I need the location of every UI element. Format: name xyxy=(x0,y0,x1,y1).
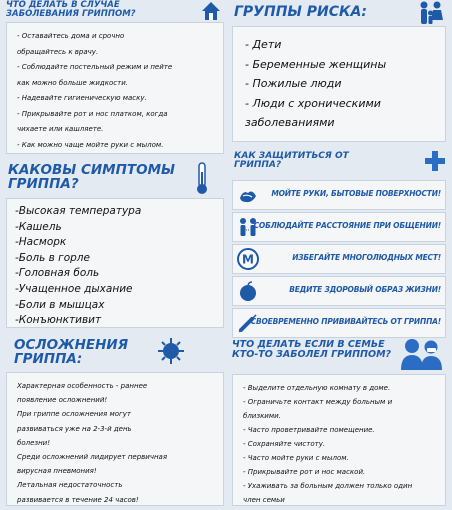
symptoms-title-line2: ГРИППА? xyxy=(8,176,79,193)
action-item: чихаете или кашляете. xyxy=(17,125,104,133)
protect-item-distance xyxy=(232,212,446,242)
metro-letter: М xyxy=(242,252,254,267)
symptoms-item: -Головная боль xyxy=(15,267,100,280)
protect-text-4: СВОЕВРЕМЕННО ПРИВИВАЙТЕСЬ ОТ ГРИППА! xyxy=(250,317,441,326)
action-title xyxy=(6,1,136,19)
action-item: - Как можно чаще мойте руки с мылом. xyxy=(17,140,164,149)
risk-item: - Дети xyxy=(245,38,282,51)
action-item: - Оставайтесь дома и срочно xyxy=(17,32,125,40)
action-item: - Надевайте гигиеническую маску. xyxy=(17,94,147,102)
symptoms-item: -Боль в горле xyxy=(15,251,90,264)
action-box xyxy=(6,22,224,154)
complications-item: Летальная недостаточность xyxy=(17,481,123,490)
family-title-line2: КТО-ТО ЗАБОЛЕЛ ГРИППОМ? xyxy=(232,348,392,360)
family-item: - Часто мойте руки с мылом. xyxy=(243,454,349,462)
family-item: близкими. xyxy=(243,412,281,420)
protect-text-0: МОЙТЕ РУКИ, БЫТОВЫЕ ПОВЕРХНОСТИ! xyxy=(271,189,441,198)
apple-icon xyxy=(237,280,259,302)
protect-title-line1: КАК ЗАЩИТИТЬСЯ ОТ xyxy=(234,151,349,161)
action-title-line2: ЗАБОЛЕВАНИЯ ГРИППОМ? xyxy=(6,8,136,19)
family-title xyxy=(232,340,391,360)
risk-item: - Пожилые люди xyxy=(245,77,342,90)
metro-icon xyxy=(237,248,259,270)
action-item: - Соблюдайте постельный режим и пейте xyxy=(17,63,173,71)
complications-title xyxy=(14,338,128,366)
complications-item: При гриппе осложнения могут xyxy=(17,410,131,419)
family-item: - Сохраняйте чистоту. xyxy=(243,440,326,448)
risk-box xyxy=(232,26,446,142)
family-box xyxy=(232,374,446,506)
complications-title-line2: ГРИППА: xyxy=(14,351,83,368)
risk-item: заболеваниями xyxy=(245,116,335,129)
complications-item: болезни! xyxy=(17,438,51,447)
complications-item: развиваться уже на 2-3-й день xyxy=(17,424,132,433)
symptoms-item: -Учащенное дыхание xyxy=(15,282,133,295)
action-title-line1: ЧТО ДЕЛАТЬ В СЛУЧАЕ xyxy=(6,0,120,10)
risk-item: - Люди с хроническими xyxy=(245,96,381,110)
protect-text-3: ВЕДИТЕ ЗДОРОВЫЙ ОБРАЗ ЖИЗНИ! xyxy=(289,285,441,294)
protect-item-crowds xyxy=(232,244,446,274)
protect-text-2: ИЗБЕГАЙТЕ МНОГОЛЮДНЫХ МЕСТ! xyxy=(292,253,441,262)
family-icon xyxy=(416,0,446,26)
action-item: обращайтесь к врачу. xyxy=(17,47,99,56)
complications-item: Среди осложнений лидирует первичная xyxy=(17,453,168,462)
symptoms-title-line1: КАКОВЫ СИМПТОМЫ xyxy=(8,162,176,178)
plus-icon xyxy=(424,150,446,172)
protect-text-1: СОБЛЮДАЙТЕ РАССТОЯНИЕ ПРИ ОБЩЕНИИ! xyxy=(253,221,441,230)
family-item: - Ухаживать за больным должен только один xyxy=(243,482,413,490)
symptoms-item: -Конъюнктивит xyxy=(15,314,102,327)
family-title-line1: ЧТО ДЕЛАТЬ ЕСЛИ В СЕМЬЕ xyxy=(232,339,385,350)
family-item: член семьи xyxy=(243,496,285,504)
virus-icon xyxy=(156,336,186,366)
complications-title-line1: ОСЛОЖНЕНИЯ xyxy=(14,337,129,353)
house-icon xyxy=(200,0,222,22)
symptoms-item: -Высокая температура xyxy=(15,205,142,217)
family-item: - Выделите отдельную комнату в доме. xyxy=(243,384,391,392)
protect-item-healthy xyxy=(232,276,446,306)
risk-title: ГРУППЫ РИСКА: xyxy=(234,4,367,20)
symptoms-item: -Кашель xyxy=(15,220,62,233)
symptoms-item: -Насморк xyxy=(15,236,67,249)
protect-item-vaccinate xyxy=(232,308,446,338)
symptoms-item: -Боли в мышцах xyxy=(15,298,105,311)
protect-title-line2: ГРИППА? xyxy=(234,160,282,171)
sick-family-icon xyxy=(398,336,446,370)
action-item: как можно больше жидкости. xyxy=(17,78,128,87)
complications-item: вирусная пневмония! xyxy=(17,467,97,476)
protect-title xyxy=(234,152,349,171)
thermometer-icon xyxy=(194,162,210,196)
hand-wash-icon xyxy=(237,184,259,206)
action-item: - Прикрывайте рот и нос платком, когда xyxy=(17,109,168,118)
complications-box xyxy=(6,372,224,506)
complications-item: развивается в течение 24 часов! xyxy=(17,495,139,504)
complications-item: Характерная особенность - раннее xyxy=(17,382,148,390)
complications-item: появление осложнений! xyxy=(17,396,108,405)
symptoms-title xyxy=(8,163,175,191)
protect-item-wash-hands xyxy=(232,180,446,210)
family-item: - Ограничьте контакт между больным и xyxy=(243,398,393,406)
symptoms-box xyxy=(6,198,224,328)
family-item: - Часто проветривайте помещение. xyxy=(243,426,375,434)
risk-item: - Беременные женщины xyxy=(245,57,387,71)
family-item: - Прикрывайте рот и нос маской. xyxy=(243,468,366,476)
